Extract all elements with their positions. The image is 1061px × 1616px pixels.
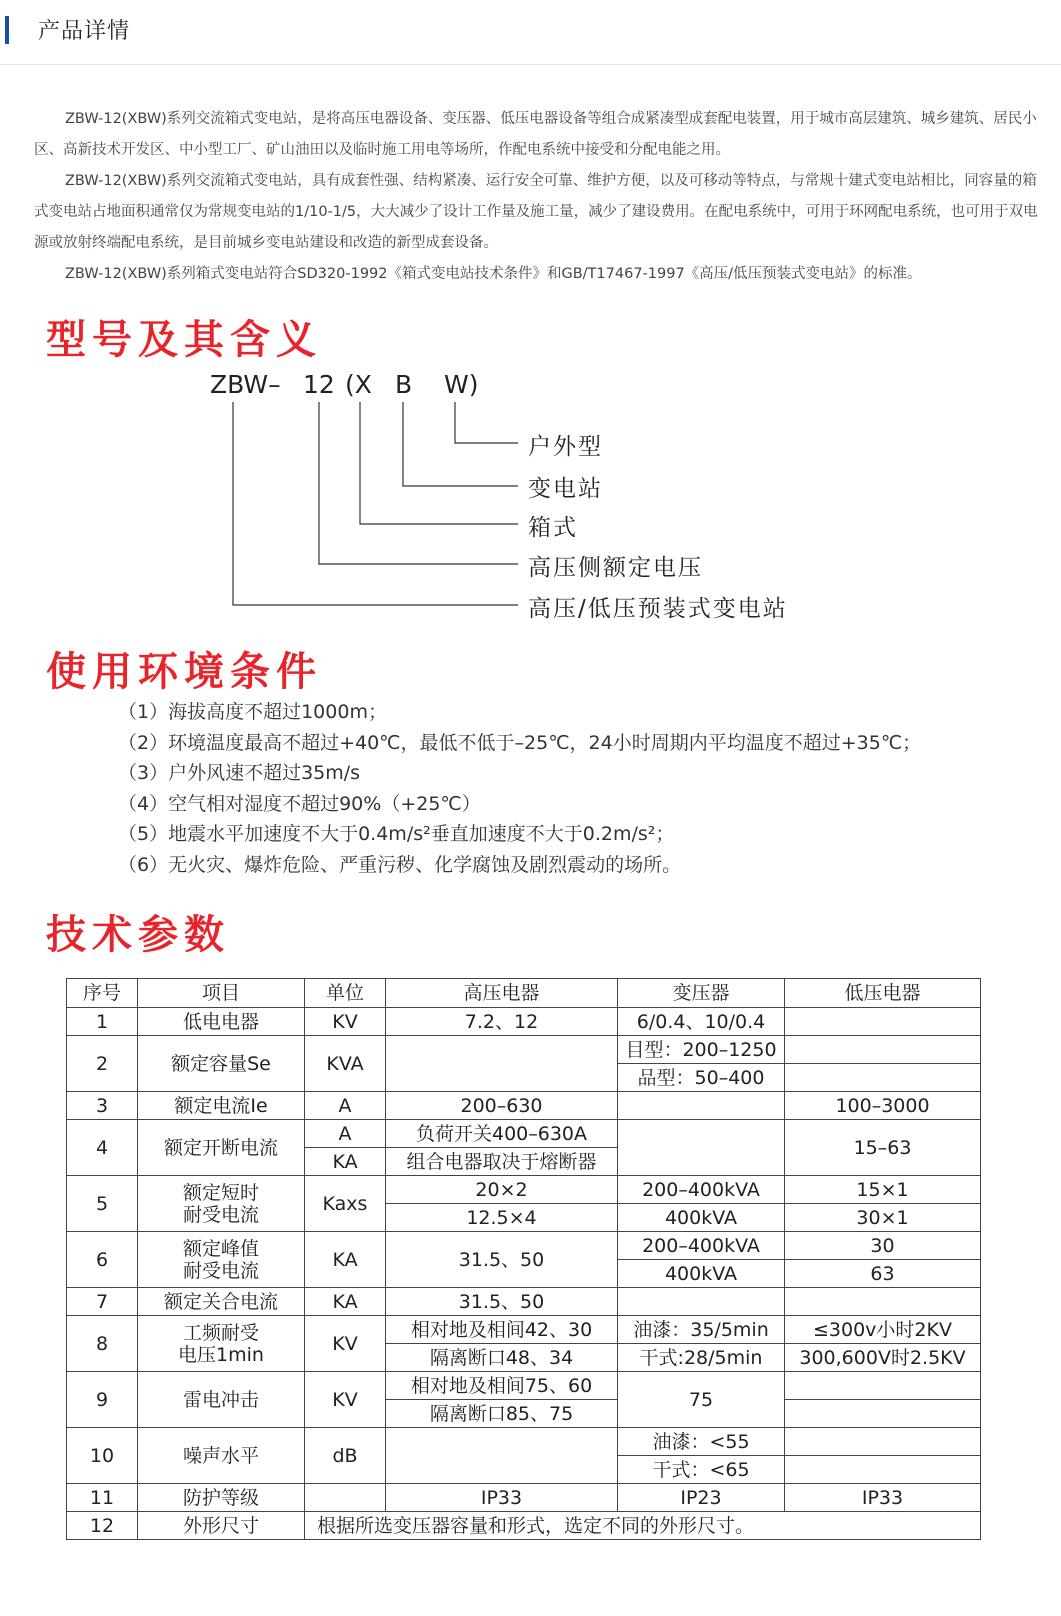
table-cell: 63 [785, 1260, 981, 1288]
model-meaning-box: 箱式 [528, 515, 578, 541]
intro-paragraph-2: ZBW-12(XBW)系列交流箱式变电站，具有成套性强、结构紧凑、运行安全可靠、维护方便，以及可移动等特点，与常规十建式变电站相比，同容量的箱式变电站占地面积通常仅为常规变电站的1/10-1/5，大大减少了设计工作量及施工量，减少了建设费用。在配电系统中，可用于环网配电系统，也可用于双电源或放射终端配电系统，是目前城乡变电站建设和改造的新型成套设备。 [34, 173, 1038, 251]
model-section-title: 型号及其含义 [46, 317, 322, 363]
model-diagram-lines [0, 0, 1061, 640]
table-cell: 6 [67, 1232, 138, 1288]
table-cell [785, 1372, 981, 1400]
table-cell: 15×1 [785, 1176, 981, 1204]
table-cell [386, 1036, 618, 1092]
table-cell: 11 [67, 1484, 138, 1512]
line-12 [319, 402, 518, 564]
line-w [455, 402, 518, 443]
env-item: （2）环境温度最高不超过+40℃，最低不低于–25℃，24小时周期内平均温度不超过+35℃； [118, 731, 922, 754]
table-cell: 31.5、50 [386, 1232, 618, 1288]
table-cell: 75 [618, 1372, 785, 1428]
header-cell: 项目 [138, 979, 305, 1008]
table-header-row [67, 979, 981, 1008]
table-cell: KV [305, 1008, 386, 1036]
table-cell: 100–3000 [785, 1092, 981, 1120]
table-cell: ≤300v小时2KV [785, 1316, 981, 1344]
table-cell: 4 [67, 1120, 138, 1176]
table-cell [785, 1288, 981, 1316]
header-cell: 序号 [67, 979, 138, 1008]
table-cell: 30×1 [785, 1204, 981, 1232]
table-cell: 1 [67, 1008, 138, 1036]
header-cell: 变压器 [618, 979, 785, 1008]
table-cell: IP33 [386, 1484, 618, 1512]
env-item: （4）空气相对湿度不超过90%（+25℃） [118, 792, 481, 815]
env-item: （1）海拔高度不超过1000m； [118, 701, 387, 723]
model-meaning-substation: 变电站 [528, 476, 603, 502]
table-cell: 干式：<65 [618, 1456, 785, 1484]
table-cell: 组合电器取决于熔断器 [386, 1148, 618, 1176]
table-cell: 隔离断口85、75 [386, 1400, 618, 1428]
table-cell [618, 1120, 785, 1176]
table-cell: KV [305, 1372, 386, 1428]
table-cell: dB [305, 1428, 386, 1484]
table-cell: 8 [67, 1316, 138, 1372]
table-cell: 20×2 [386, 1176, 618, 1204]
table-cell: KA [305, 1232, 386, 1288]
table-cell: 额定开断电流 [138, 1120, 305, 1176]
table-cell: IP23 [618, 1484, 785, 1512]
table-row [67, 1288, 981, 1316]
env-section-title: 使用环境条件 [46, 649, 322, 695]
table-cell: 防护等级 [138, 1484, 305, 1512]
table-cell: 低电电器 [138, 1008, 305, 1036]
table-cell [785, 1008, 981, 1036]
table-row [67, 1372, 981, 1400]
table-cell: 200–400kVA [618, 1176, 785, 1204]
table-cell [305, 1484, 386, 1512]
table-cell: IP33 [785, 1484, 981, 1512]
table-cell: 相对地及相间75、60 [386, 1372, 618, 1400]
table-row [67, 1120, 981, 1148]
line-zbw [233, 402, 518, 605]
table-cell [386, 1428, 618, 1484]
table-cell: 油漆：35/5min [618, 1316, 785, 1344]
cell-line: 耐受电流 [182, 1259, 259, 1282]
table-cell: KV [305, 1316, 386, 1372]
table-cell: 5 [67, 1176, 138, 1232]
table-row [67, 1316, 981, 1344]
table-cell: Kaxs [305, 1176, 386, 1232]
table-row [67, 1428, 981, 1456]
table-cell: 31.5、50 [386, 1288, 618, 1316]
table-cell: 油漆：<55 [618, 1428, 785, 1456]
table-cell [138, 1176, 305, 1232]
model-part-w: W) [444, 370, 479, 399]
intro-paragraph-1: ZBW-12(XBW)系列交流箱式变电站，是将高压电器设备、变压器、低压电器设备等组合成紧凑型成套配电装置，用于城市高层建筑、城乡建筑、居民小区、高新技术开发区、中小型工厂、矿山油田以及临时施工用电等场所，作配电系统中接受和分配电能之用。 [34, 111, 1037, 158]
env-item: （6）无火灾、爆炸危险、严重污秽、化学腐蚀及剧烈震动的场所。 [118, 853, 682, 876]
model-meaning-outdoor: 户外型 [528, 434, 603, 460]
table-cell: 12 [67, 1512, 138, 1540]
table-cell [138, 1316, 305, 1372]
cell-line: 额定短时 [182, 1181, 259, 1204]
env-conditions-list [118, 697, 921, 880]
table-cell: 3 [67, 1092, 138, 1120]
header-cell: 高压电器 [386, 979, 618, 1008]
table-cell: KA [305, 1148, 386, 1176]
table-cell: A [305, 1092, 386, 1120]
table-cell: 400kVA [618, 1204, 785, 1232]
table-cell: 根据所选变压器容量和形式，选定不同的外形尺寸。 [305, 1512, 981, 1540]
table-cell: 7.2、12 [386, 1008, 618, 1036]
table-cell: 200–400kVA [618, 1232, 785, 1260]
model-part-x: (X [345, 370, 372, 399]
table-cell: 外形尺寸 [138, 1512, 305, 1540]
line-b [403, 402, 518, 486]
line-x [360, 402, 518, 524]
table-cell: 噪声水平 [138, 1428, 305, 1484]
model-part-12: 12 [303, 370, 335, 399]
table-cell: 7 [67, 1288, 138, 1316]
table-cell: 隔离断口48、34 [386, 1344, 618, 1372]
table-cell: 12.5×4 [386, 1204, 618, 1232]
cell-line: 耐受电流 [182, 1203, 259, 1226]
tech-params-table [66, 978, 981, 1540]
table-cell: A [305, 1120, 386, 1148]
page-title: 产品详情 [38, 19, 131, 44]
table-cell: 额定电流Ie [138, 1092, 305, 1120]
table-cell: 6/0.4、10/0.4 [618, 1008, 785, 1036]
model-meaning-prefab: 高压/低压预装式变电站 [528, 596, 788, 622]
table-cell: 200–630 [386, 1092, 618, 1120]
table-cell: 400kVA [618, 1260, 785, 1288]
table-cell: 目型：200–1250 [618, 1036, 785, 1064]
cell-line: 工频耐受 [182, 1321, 259, 1344]
table-cell: 10 [67, 1428, 138, 1484]
table-row [67, 1232, 981, 1260]
table-cell: 相对地及相间42、30 [386, 1316, 618, 1344]
table-row [67, 1512, 981, 1540]
table-row [67, 1008, 981, 1036]
table-cell [785, 1064, 981, 1092]
table-row [67, 1036, 981, 1064]
header-cell: 低压电器 [785, 979, 981, 1008]
table-cell: 300,600V时2.5KV [785, 1344, 981, 1372]
table-cell: KVA [305, 1036, 386, 1092]
table-cell: 额定关合电流 [138, 1288, 305, 1316]
table-cell: 30 [785, 1232, 981, 1260]
table-cell: 额定容量Se [138, 1036, 305, 1092]
env-item: （5）地震水平加速度不大于0.4m/s²垂直加速度不大于0.2m/s²； [118, 823, 675, 845]
model-part-b: B [395, 370, 413, 399]
table-cell: 干式:28/5min [618, 1344, 785, 1372]
cell-line: 额定峰值 [182, 1237, 259, 1260]
table-cell [785, 1456, 981, 1484]
table-cell: 15–63 [785, 1120, 981, 1176]
table-cell [618, 1288, 785, 1316]
table-cell [785, 1400, 981, 1428]
table-row [67, 1092, 981, 1120]
table-row [67, 1176, 981, 1204]
table-cell: 2 [67, 1036, 138, 1092]
table-cell: 品型：50–400 [618, 1064, 785, 1092]
table-cell: KA [305, 1288, 386, 1316]
model-meaning-voltage: 高压侧额定电压 [528, 555, 703, 581]
table-cell [138, 1232, 305, 1288]
table-cell: 9 [67, 1372, 138, 1428]
cell-line: 电压1min [178, 1343, 264, 1366]
table-cell [785, 1036, 981, 1064]
intro-paragraph-3: ZBW-12(XBW)系列箱式变电站符合SD320-1992《箱式变电站技术条件》和GB/T17467-1997《高压/低压预装式变电站》的标准。 [65, 266, 922, 282]
table-row [67, 1484, 981, 1512]
table-cell: 负荷开关400–630A [386, 1120, 618, 1148]
model-part-zbw: ZBW– [210, 370, 281, 399]
header-cell: 单位 [305, 979, 386, 1008]
env-item: （3）户外风速不超过35m/s [118, 762, 361, 784]
table-cell: 雷电冲击 [138, 1372, 305, 1428]
tech-section-title: 技术参数 [46, 912, 230, 958]
table-cell [618, 1092, 785, 1120]
table-cell [785, 1428, 981, 1456]
